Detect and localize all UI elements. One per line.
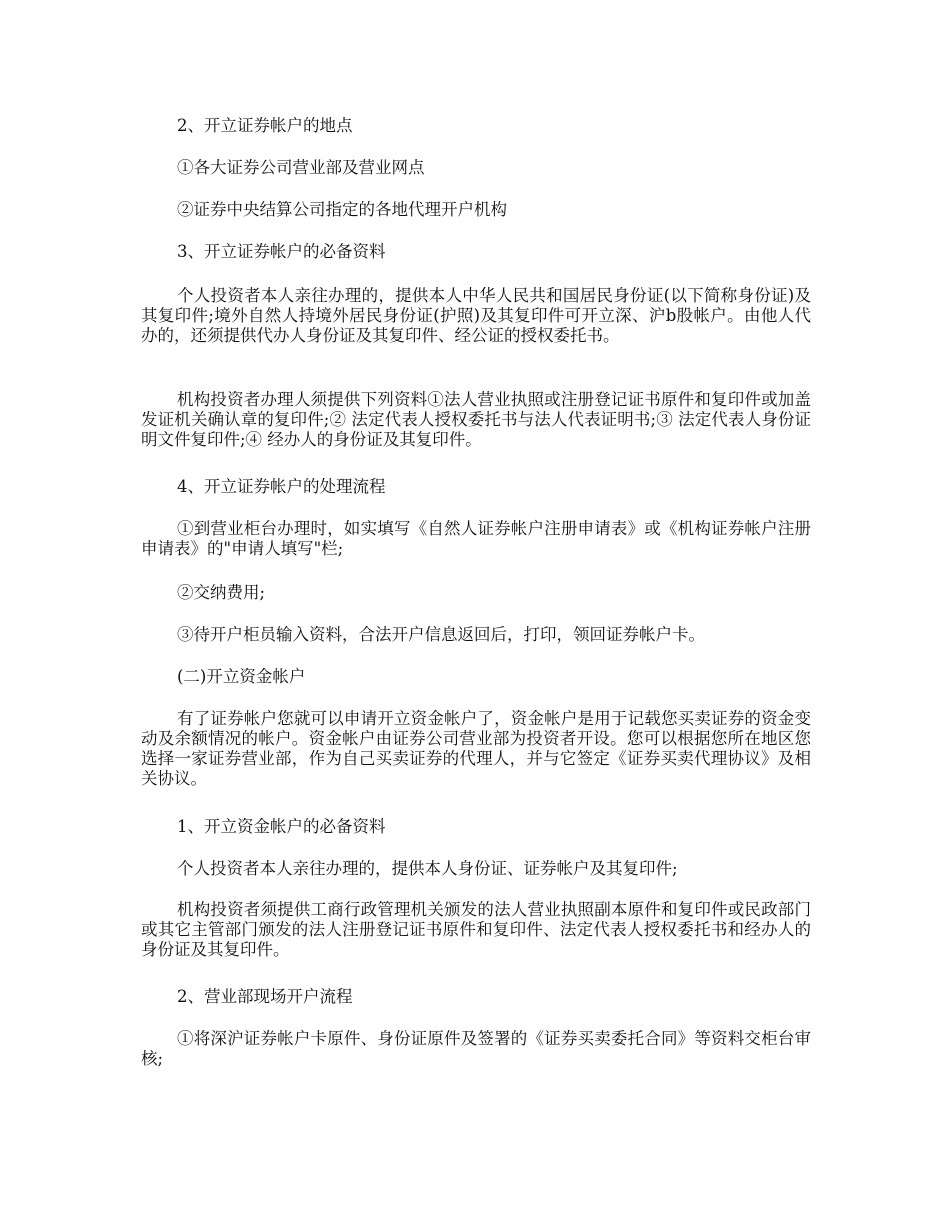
paragraph-fund-institutional: 机构投资者须提供工商行政管理机关颁发的法人营业执照副本原件和复印件或民政部门或其它主管部门颁发的法人注册登记证书原件和复印件、法定代表人授权委托书和经办人的身份证及其复印件。	[141, 900, 811, 959]
paragraph-institutional-investor: 机构投资者办理人须提供下列资料①法人营业执照或注册登记证书原件和复印件或加盖发证机关确认章的复印件;② 法定代表人授权委托书与法人代表证明书;③ 法定代表人身份证明文件复印件;④ 经办人的身份证及其复印件。	[141, 390, 811, 449]
heading-account-process: 4、开立证券帐户的处理流程	[177, 477, 386, 496]
heading-fund-materials: 1、开立资金帐户的必备资料	[177, 817, 386, 836]
heading-fund-account: (二)开立资金帐户	[177, 667, 306, 686]
list-item-location-1: ①各大证券公司营业部及营业网点	[177, 158, 425, 177]
heading-account-location: 2、开立证券帐户的地点	[177, 116, 353, 135]
heading-onsite-process: 2、营业部现场开户流程	[177, 987, 353, 1006]
list-item-process-1: ①到营业柜台办理时，如实填写《自然人证券帐户注册申请表》或《机构证券帐户注册申请表》的"申请人填写"栏;	[141, 519, 811, 558]
list-item-location-2: ②证券中央结算公司指定的各地代理开户机构	[177, 200, 507, 219]
paragraph-fund-account: 有了证券帐户您就可以申请开立资金帐户了，资金帐户是用于记载您买卖证券的资金变动及余额情况的帐户。资金帐户由证券公司营业部为投资者开设。您可以根据您所在地区您选择一家证券营业部，作为自己买卖证券的代理人，并与它签定《证券买卖代理协议》及相关协议。	[141, 709, 811, 788]
paragraph-fund-individual: 个人投资者本人亲往办理的，提供本人身份证、证券帐户及其复印件;	[177, 859, 678, 878]
list-item-onsite-1: ①将深沪证券帐户卡原件、身份证原件及签署的《证券买卖委托合同》等资料交柜台审核;	[141, 1029, 811, 1068]
heading-account-materials: 3、开立证券帐户的必备资料	[177, 242, 386, 261]
list-item-process-2: ②交纳费用;	[177, 583, 266, 602]
paragraph-individual-investor: 个人投资者本人亲往办理的，提供本人中华人民共和国居民身份证(以下简称身份证)及其复印件;境外自然人持境外居民身份证(护照)及其复印件可开立深、沪b股帐户。由他人代办的，还须提供代办人身份证及其复印件、经公证的授权委托书。	[141, 286, 811, 345]
list-item-process-3: ③待开户柜员输入资料，合法开户信息返回后，打印，领回证券帐户卡。	[177, 625, 705, 644]
